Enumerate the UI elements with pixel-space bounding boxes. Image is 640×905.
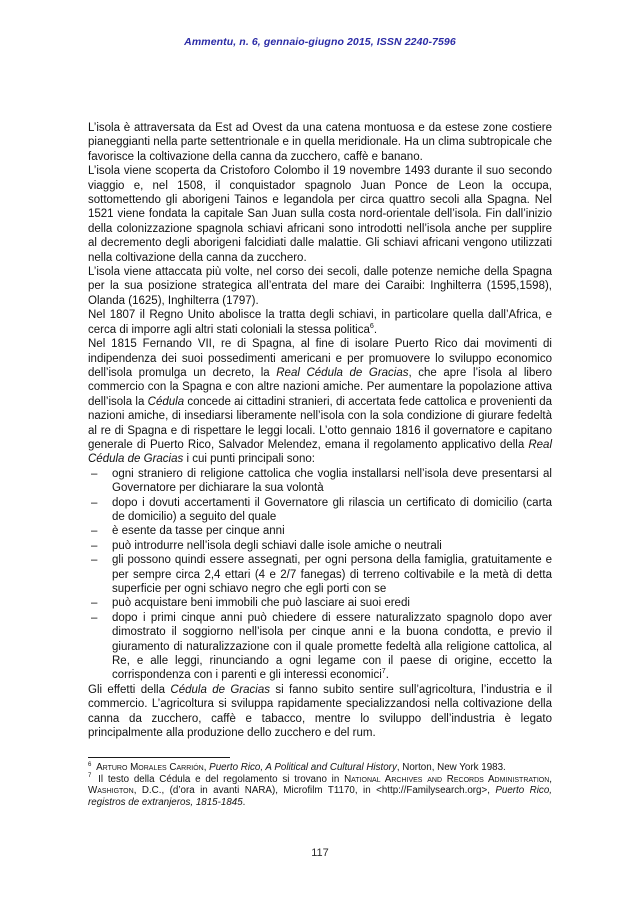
footnote-number: 7 — [88, 773, 92, 780]
list-dash-icon: – — [91, 525, 98, 538]
journal-header: Ammentu, n. 6, gennaio-giugno 2015, ISSN 2240-7596 — [184, 36, 456, 48]
text-run: L’isola viene scoperta da Cristoforo Colombo il 19 novembre 1493 durante il suo secondo viaggio e, nel 1508, il conquistador spagnolo Juan Ponce de Leon la occupa, sottomettendo gli aborigeni Tainos e legandola per circa quattro secoli alla Spagna. Nel 1521 viene fondata la capitale San Juan sulla costa nord-orientale dell’isola. Fin dall’inizio della colonizzazione spagnola schiavi africani sono introdotti nell’isola anche per supplire al decremento degli aborigeni falcidiati dalle malattie. Gli schiavi africani vengono utilizzati nella coltivazione della canna da zucchero. — [88, 165, 552, 264]
footnotes-list — [88, 762, 552, 808]
text-run: concede ai cittadini stranieri, di accertata fede cattolica e provenienti da nazioni amiche, di insediarsi liberamente nell’isola con la sola condizione di giurare fedeltà al re di Spagna e di rispettare le leggi locali. L’otto gennaio 1816 il governatore e capitano generale di Puerto Rico, Salvador Melendez, emana il regolamento applicativo della — [88, 395, 553, 451]
smallcaps-text: National Archives and Records Administration — [344, 773, 550, 785]
text-run: può introdurre nell’isola degli schiavi dalle isole amiche o neutrali — [112, 539, 442, 552]
text-run: Nel 1807 il Regno Unito abolisce la tratta degli schiavi, in particolare quella dall’Africa, e cerca di imporre agli altri stati coloniali la stessa politica — [88, 309, 552, 336]
list-dash-icon: – — [91, 539, 98, 552]
text-run: , D.C., (d’ora in avanti NARA), Microfilm T1170, in <http://Familysearch.org>, — [133, 785, 496, 797]
footnote — [88, 762, 552, 774]
paragraph — [88, 265, 552, 308]
text-run: , Norton, New York 1983. — [396, 762, 506, 773]
text-run: , che apre l’isola al libero commercio con la Spagna e con altre nazioni amiche. Per aumentare la popolazione attiva dell’isola la — [88, 366, 552, 408]
text-run: dopo i dovuti accertamenti il Governatore gli rilascia un certificato di domicilio (carta de domicilio) a seguito del quale — [112, 496, 552, 523]
text-run: . — [242, 796, 246, 808]
page-number: 117 — [311, 847, 329, 859]
smallcaps-text: Washigton — [88, 785, 134, 797]
list-item — [88, 539, 552, 553]
text-run: , — [203, 762, 210, 773]
italic-text: Real Cédula de Gracias — [276, 366, 409, 379]
text-run: Gli effetti della — [88, 683, 171, 696]
list-item — [88, 553, 552, 596]
paragraph — [88, 308, 552, 337]
text-run: L’isola viene attaccata più volte, nel corso dei secoli, dalle potenze nemiche della Spagna per la sua posizione strategica all’entrata del mare dei Caraibi: Inghilterra (1595,1598), Olanda (1625), Inghilterra (1797). — [88, 266, 552, 307]
list-dash-icon: – — [91, 496, 98, 509]
text-run: . — [373, 323, 378, 336]
list-item — [88, 496, 552, 525]
text-run: è esente da tasse per cinque anni — [112, 525, 285, 538]
list-dash-icon: – — [91, 611, 98, 624]
list-item — [88, 524, 552, 538]
italic-text: Cédula — [147, 395, 185, 408]
document-body — [88, 121, 552, 740]
text-run: , — [549, 773, 552, 785]
italic-text: Puerto Rico, registros de extranjeros, 1815-1845 — [88, 785, 552, 808]
text-run: si fanno subito sentire sull’agricoltura, l’industria e il commercio. L’agricoltura si sviluppa rapidamente specializzandosi nella coltivazione della canna da zucchero, caffè e tabacco, mentre lo sviluppo dell’industria è legato principalmente alla produzione dello zucchero e del rum. — [88, 683, 552, 740]
italic-text: Cédula de Gracias — [170, 683, 270, 696]
list-dash-icon: – — [91, 554, 98, 567]
footnote-divider — [88, 757, 230, 758]
footnote — [88, 774, 552, 809]
superscript-ref: 6 — [369, 321, 374, 330]
text-run: ogni straniero di religione cattolica che voglia installarsi nell’isola deve presentarsi al Governatore per dichiarare la sua volontà — [112, 467, 552, 495]
list-item — [88, 596, 552, 610]
italic-text: Real Cédula de Gracias — [88, 438, 552, 466]
footnote-number: 6 — [88, 761, 92, 768]
paragraph — [88, 121, 552, 164]
footnotes — [88, 757, 552, 808]
paragraph — [88, 164, 552, 265]
text-run: L’isola è attraversata da Est ad Ovest da una catena montuosa e da estese zone costiere pianeggianti nella parte settentrionale e in quella meridionale. Ha un clima subtropicale che favorisce la coltivazione della canna da zucchero, caffè e banano. — [88, 122, 552, 163]
text-run: Il testo della Cédula e del regolamento si trovano in — [98, 773, 345, 785]
list-dash-icon: – — [91, 467, 98, 480]
paragraph — [88, 337, 552, 467]
text-run: i cui punti principali sono: — [183, 453, 315, 466]
italic-text: Puerto Rico, A Political and Cultural History — [209, 762, 397, 773]
text-run: . — [385, 669, 389, 682]
text-run: gli possono quindi essere assegnati, per ogni persona della famiglia, gratuitamente e per sempre circa 2,4 ettari (4 e 2/7 fanegas) di terreno coltivabile e la metà di detta superficie per ogni schiavo negro che egli porti con se — [112, 554, 552, 595]
list-dash-icon: – — [91, 597, 98, 610]
text-run: dopo i primi cinque anni può chiedere di essere naturalizzato spagnolo dopo aver dimostrato il soggiorno nell’isola per cinque anni e la buona condotta, e previo il giuramento di naturalizzazione con il quale promette fedeltà alla religione cattolica, al Re, e alle leggi, rinunciando a ogni legame con il paese di origine, eccetto la corrispondenza con i parenti e gli interessi economici — [112, 611, 552, 682]
list-item — [88, 611, 552, 683]
list-item — [88, 467, 552, 496]
text-run: può acquistare beni immobili che può lasciare ai suoi eredi — [112, 597, 410, 610]
smallcaps-text: Arturo Morales Carrión — [96, 762, 204, 773]
text-run: Nel 1815 Fernando VII, re di Spagna, al fine di isolare Puerto Rico dai movimenti di indipendenza dei suoi possedimenti americani e per promuovere lo sviluppo economico dell’isola promulga un decreto, la — [88, 338, 552, 379]
paragraph — [88, 683, 552, 741]
superscript-ref: 7 — [381, 667, 386, 676]
